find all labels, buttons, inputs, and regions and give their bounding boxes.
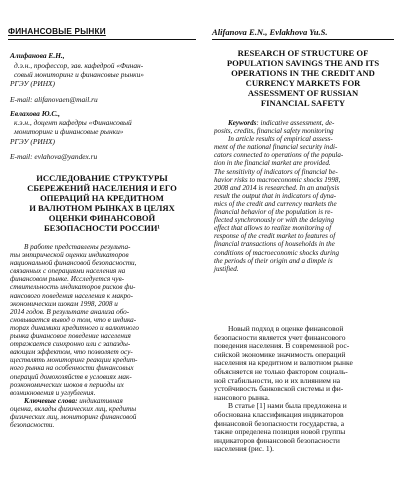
abstract-ru-line: возникновения и углубления. xyxy=(10,388,96,397)
title-en-line: POPULATION SAVINGS THE AND ITS xyxy=(226,58,380,68)
section-rubric: ФИНАНСОВЫЕ РЫНКИ xyxy=(8,27,106,36)
abstract-en xyxy=(214,119,394,273)
title-ru-line: И ВАЛЮТНОМ РЫНКАХ В ЦЕЛЯХ xyxy=(29,203,175,213)
title-ru-line: ОПЕРАЦИЙ НА КРЕДИТНОМ xyxy=(40,193,164,203)
body-line: ной стабильности, но и их влиянием на xyxy=(214,375,341,385)
abstract-ru-line: нансового поведения населения к макро- xyxy=(10,291,134,300)
abstract-en-line: justified. xyxy=(214,264,239,273)
abstract-en-line: ment of the national financial security indi- xyxy=(214,143,338,152)
author2-affil-2: мониторинг и финансовые рынки» xyxy=(14,127,124,136)
title-ru-line: БЕЗОПАСНОСТИ РОССИИ¹ xyxy=(44,223,160,233)
author1-affil-1: д.э.н., профессор, зав. кафедрой «Финан- xyxy=(14,61,144,70)
abstract-en-line: effect that allows to realize monitoring of xyxy=(214,224,332,233)
body-line: объясняется не только фактором социаль- xyxy=(214,366,348,376)
author1-affil-2: совый мониторинг и финансовые рынки» xyxy=(14,70,145,79)
keywords-ru-label: Ключевые слова: xyxy=(24,396,78,405)
keywords-ru xyxy=(10,397,196,405)
abstract-en-line: the periods of their origin and a dimple is xyxy=(214,256,333,265)
body-line: индикаторов финансовой безопасности xyxy=(214,435,340,445)
abstract-ru-line: торах динамики кредитного и валютного xyxy=(10,323,140,332)
body-line: населения на кредитном и валютном рынке xyxy=(214,358,353,368)
abstract-en-line: In article results of empirical assess- xyxy=(228,135,333,144)
abstract-en-line: 2008 and 2014 is researched. In an analysis xyxy=(214,183,340,192)
abstract-ru-line: В работе представлены результа- xyxy=(24,243,131,251)
keywords-ru-line: оценка, вклады физических лиц, кредиты xyxy=(10,404,137,413)
keywords-ru-text: индикативная xyxy=(77,396,123,405)
abstract-en-line: conditions of macroeconomic shocks during xyxy=(214,248,340,257)
author1-email: E-mail: alifanovaen@mail.ru xyxy=(10,95,98,104)
author2-affil-1: к.э.н., доцент кафедры «Финансовый xyxy=(14,118,132,127)
abstract-ru-line: сновывается вывод о том, что в индика- xyxy=(10,315,137,324)
title-en-line: ASSESSMENT OF RUSSIAN xyxy=(247,88,359,98)
abstract-ru-line: операций домохозяйств в условиях мак- xyxy=(10,372,132,381)
authors-english: Alifanova E.N., Evlakhova Yu.S. xyxy=(212,27,328,37)
title-ru-line: ОЦЕНКИ ФИНАНСОВОЙ xyxy=(48,213,156,223)
body-line: обоснована классификация индикаторов xyxy=(214,409,344,419)
body-line: устойчивость банковской системы и фи- xyxy=(214,384,344,394)
abstract-ru-line: ществлять мониторинг реакции кредит- xyxy=(10,356,138,365)
body-line: сийской экономике значимость операций xyxy=(214,349,346,359)
title-ru-line: СБЕРЕЖЕНИЙ НАСЕЛЕНИЯ И ЕГО xyxy=(27,183,177,193)
header-rule-right xyxy=(212,39,394,40)
body-line: населения (рис. 1). xyxy=(214,444,274,454)
abstract-en-line: tion in the financial market are provided. xyxy=(214,159,331,168)
abstract-ru-line: экономическим шокам 1998, 2008 и xyxy=(10,299,118,308)
body-line: нансового рынка. xyxy=(214,392,270,402)
abstract-en-line: financial behavior of the population is re- xyxy=(214,208,333,217)
abstract-ru-line: отражается синхронно или с запазды- xyxy=(10,340,131,349)
author1-affil-3: РГЭУ (РИНХ) xyxy=(10,79,56,88)
title-en-line: FINANCIAL SAFETY xyxy=(260,98,346,108)
abstract-en-line: financial transactions of households in the xyxy=(214,240,335,249)
title-en-line: CURRENCY MARKETS FOR xyxy=(245,78,361,88)
abstract-en-line: The sensitivity of indicators of financial be- xyxy=(214,167,338,176)
abstract-ru-line: ного рынка на особенности финансовых xyxy=(10,364,134,373)
title-ru-line: ИССЛЕДОВАНИЕ СТРУКТУРЫ xyxy=(36,173,168,183)
body-line: поведения населения. В современной рос- xyxy=(214,341,350,351)
keywords-ru-line: физических лиц, мониторинг финансовой xyxy=(10,412,137,421)
abstract-en-line: mics of the credit and currency markets the xyxy=(214,199,337,208)
abstract-ru-line: роэкономических шоков в периоды их xyxy=(10,380,124,389)
abstract-ru-line: вающим эффектом, что позволяет осу- xyxy=(10,348,133,357)
abstract-en-line: havior risks to macroeconomic shocks 1998, xyxy=(214,175,341,184)
abstract-en-line: result the output that in indicators of dyna- xyxy=(214,191,337,200)
author2-email: E-mail: evlahova@yandex.ru xyxy=(10,152,98,161)
body-line: финансовой безопасности государства, а xyxy=(214,418,345,428)
abstract-en-line: flected synchronously or with the delaying xyxy=(214,216,335,225)
abstract-ru-line: финансовом рынке. Исследуется чув- xyxy=(10,275,125,284)
abstract-ru-line: связанных с операциями населения на xyxy=(10,267,126,276)
abstract-ru xyxy=(10,243,196,429)
keywords-en-text: : indicative assessment, de- xyxy=(256,119,335,127)
keywords-en-line: posits, credits, financial safety monitoring xyxy=(214,127,334,136)
abstract-en-line: response of the credit market to features of xyxy=(214,232,336,241)
abstract-ru-line: ствительность индикаторов рисков фи- xyxy=(10,283,136,292)
abstract-en-line: cators connected to operations of the popula- xyxy=(214,151,344,160)
body-text xyxy=(214,325,394,454)
abstract-ru-line: рынка финансовое поведение населения xyxy=(10,332,131,341)
body-line: безопасности является учет финансового xyxy=(214,332,346,342)
body-line: Новый подход в оценке финансовой xyxy=(228,324,344,333)
abstract-ru-line: 2014 годов. В результате анализа обо- xyxy=(10,307,130,316)
header-rule-left xyxy=(8,39,196,40)
abstract-ru-line: национальной финансовой безопасности, xyxy=(10,259,137,268)
title-en-line: OPERATIONS IN THE CREDIT AND xyxy=(231,68,375,78)
abstract-ru-line: ты эмпирической оценки индикаторов xyxy=(10,251,129,260)
keywords-en-label: Keywords xyxy=(228,119,257,127)
title-en-line: RESEARCH OF STRUCTURE OF xyxy=(237,48,369,58)
keywords-ru-line: безопасности. xyxy=(10,421,55,430)
author2-affil-3: РГЭУ (РИНХ) xyxy=(10,137,56,146)
author2-name: Евлахова Ю.С., xyxy=(10,109,60,118)
body-line: также определена позиция новой группы xyxy=(214,427,346,437)
body-line: В статье [1] нами была предложена и xyxy=(228,401,347,411)
author1-name: Алифанова Е.Н., xyxy=(10,51,65,60)
keywords-en xyxy=(214,119,394,127)
